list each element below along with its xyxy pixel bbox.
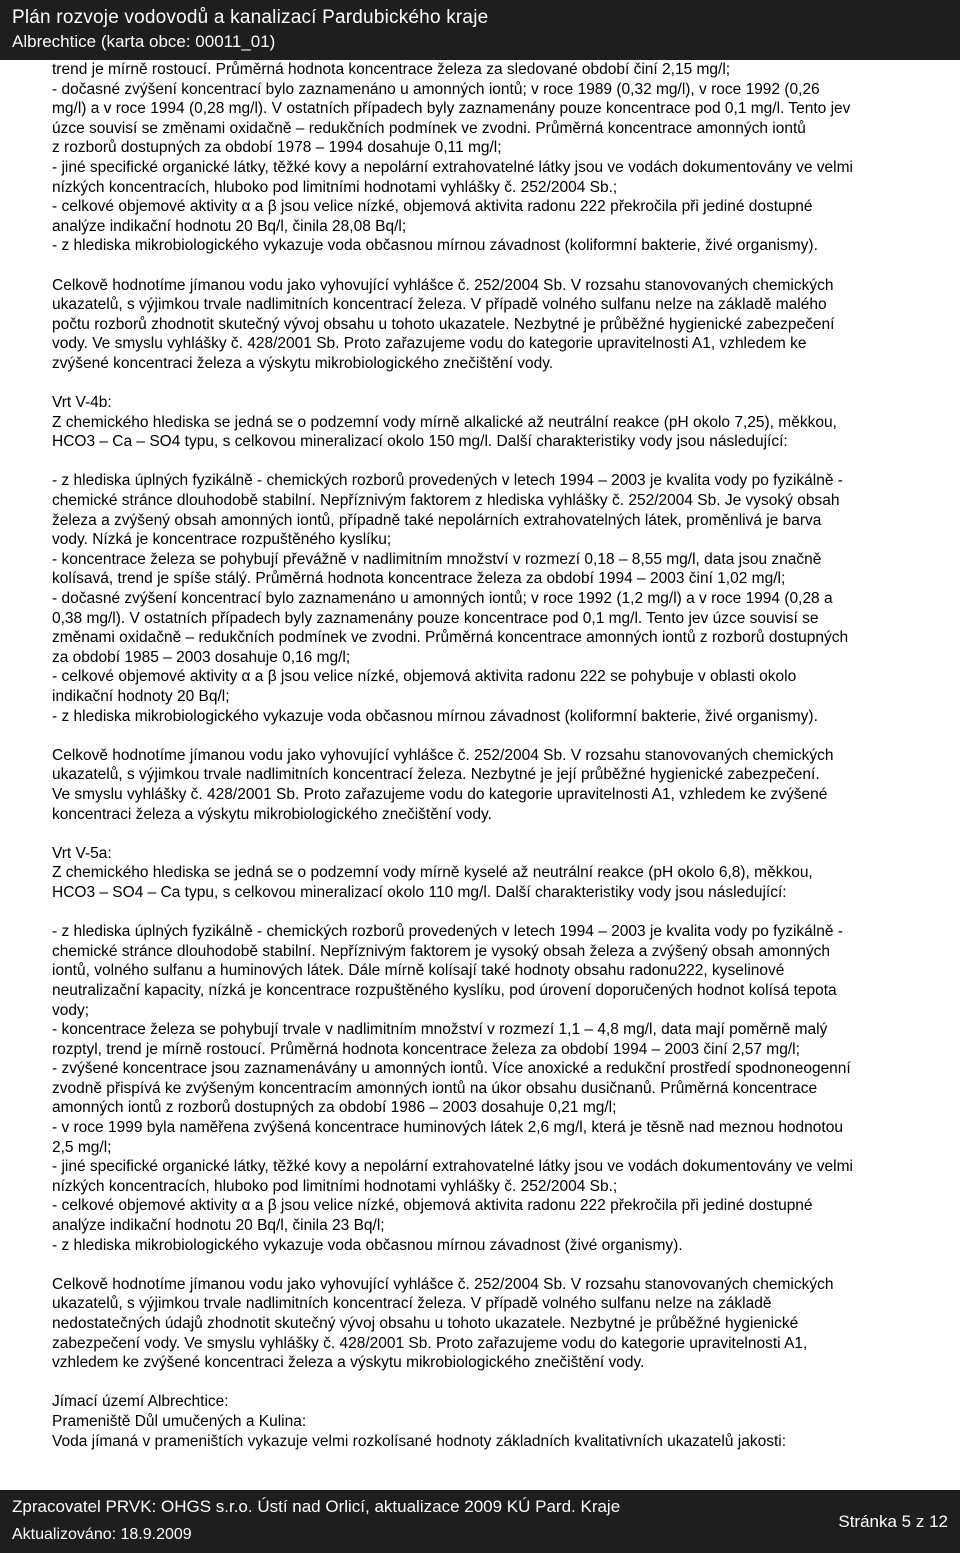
text-line: Celkově hodnotíme jímanou vodu jako vyhovující vyhlášce č. 252/2004 Sb. V rozsahu stanovovaných chemických	[52, 1275, 834, 1293]
text-line: zvýšené koncentraci železa a výskytu mikrobiologického znečištění vody.	[52, 354, 554, 372]
text-line: počtu rozborů zhodnotit skutečný vývoj obsahu u tohoto ukazatele. Nezbytné je průběžné hygienické zabezpečení	[52, 315, 835, 333]
text-line: Prameniště Důl umučených a Kulina:	[52, 1412, 307, 1430]
text-line: ukazatelů, s výjimkou trvale nadlimitních koncentrací železa. V případě volného sulfanu nelze na základě	[52, 1295, 772, 1313]
text-line: nízkých koncentracích, hluboko pod limitními hodnotami vyhlášky č. 252/2004 Sb.;	[52, 178, 618, 196]
footer-updated: Aktualizováno: 18.9.2009	[12, 1526, 192, 1543]
text-line: - dočasné zvýšení koncentrací bylo zaznamenáno u amonných iontů; v roce 1989 (0,32 mg/l), v roce 1992 (0,26	[52, 80, 820, 98]
text-line: iontů, volného sulfanu a huminových látek. Dále mírně kolísají také hodnoty obsahu radonu222, kyselinové	[52, 962, 785, 980]
page-header	[0, 0, 960, 60]
text-line: - koncentrace železa se pohybují trvale v nadlimitním množství v rozmezí 1,1 – 4,8 mg/l, data mají poměrně malý	[52, 1021, 828, 1039]
text-line: zabezpečení vody. Ve smyslu vyhlášky č. 428/2001 Sb. Proto zařazujeme vodu do kategorie upravitelnosti A1,	[52, 1334, 808, 1352]
text-line: - celkové objemové aktivity α a β jsou velice nízké, objemová aktivita radonu 222 překročila při jediné dostupné	[52, 1197, 813, 1215]
text-line: Jímací území Albrechtice:	[52, 1393, 229, 1411]
paragraph-gap	[52, 1373, 940, 1393]
paragraph-gap	[52, 824, 940, 844]
text-line: HCO3 – SO4 – Ca typu, s celkovou mineralizací okolo 110 mg/l. Další charakteristiky vody jsou následující:	[52, 883, 787, 901]
text-line: - zvýšené koncentrace jsou zaznamenávány u amonných iontů. Více anoxické a redukční prostředí spodnoneogenní	[52, 1060, 851, 1078]
text-line: amonných iontů z rozborů dostupných za období 1986 – 2003 dosahuje 0,21 mg/l;	[52, 1099, 617, 1117]
paragraph-gap	[52, 374, 940, 394]
text-line: kolísavá, trend je spíše stálý. Průměrná hodnota koncentrace železa za období 1994 – 2003 činí 1,02 mg/l;	[52, 570, 786, 588]
text-line: - z hlediska úplných fyzikálně - chemických rozborů provedených v letech 1994 – 2003 je kvalita vody po fyzikálně -	[52, 472, 843, 490]
text-line: analýze indikační hodnotu 20 Bq/l, činila 28,08 Bq/l;	[52, 217, 407, 235]
text-line: trend je mírně rostoucí. Průměrná hodnota koncentrace železa za sledované období činí 2,15 mg/l;	[52, 61, 731, 78]
text-line: ukazatelů, s výjimkou trvale nadlimitních koncentrací železa. V případě volného sulfanu nelze na základě malého	[52, 296, 827, 314]
text-line: 2,5 mg/l;	[52, 1138, 112, 1156]
text-line: chemické stránce dlouhodobě stabilní. Nepříznivým faktorem z hlediska vyhlášky č. 252/2004 Sb. Je vysoký obsah	[52, 492, 840, 510]
text-line: za období 1985 – 2003 dosahuje 0,16 mg/l;	[52, 648, 351, 666]
paragraph-gap	[52, 256, 940, 276]
page-footer	[0, 1490, 960, 1553]
text-line: Celkově hodnotíme jímanou vodu jako vyhovující vyhlášce č. 252/2004 Sb. V rozsahu stanovovaných chemických	[52, 276, 834, 294]
text-line: železa a zvýšený obsah amonných iontů, případně také nepolárních extrahovatelných látek, proměnlivá je barva	[52, 511, 822, 529]
text-line: úzce souvisí se změnami oxidačně – redukčních podmínek ve zvodni. Průměrná koncentrace amonných iontů	[52, 119, 806, 137]
text-line: Z chemického hlediska se jedná se o podzemní vody mírně alkalické až neutrální reakce (pH okolo 7,25), měkkou,	[52, 413, 837, 431]
text-line: ukazatelů, s výjimkou trvale nadlimitních koncentrací železa. Nezbytné je její průběžné hygienické zabezpečení.	[52, 766, 820, 784]
text-line: - jiné specifické organické látky, těžké kovy a nepolární extrahovatelné látky jsou ve vodách dokumentovány ve velmi	[52, 1158, 853, 1176]
text-line: Vrt V-4b:	[52, 394, 112, 412]
text-line: - celkové objemové aktivity α a β jsou velice nízké, objemová aktivita radonu 222 překročila při jediné dostupné	[52, 198, 813, 216]
text-line: neutralizační kapacity, nízká je koncentrace rozpuštěného kyslíku, pod úrovení doporučených hodnot kolísá tepota	[52, 981, 837, 999]
text-line: koncentraci železa a výskytu mikrobiologického znečištění vody.	[52, 805, 492, 823]
text-line: rozptyl, trend je mírně rostoucí. Průměrná hodnota koncentrace železa za období 1994 – 2003 činí 2,57 mg/l;	[52, 1040, 800, 1058]
text-line: - z hlediska mikrobiologického vykazuje voda občasnou mírnou závadnost (koliformní bakterie, živé organismy).	[52, 707, 818, 725]
text-line: analýze indikační hodnotu 20 Bq/l, činila 23 Bq/l;	[52, 1217, 385, 1235]
text-line: - celkové objemové aktivity α a β jsou velice nízké, objemová aktivita radonu 222 se pohybuje v oblasti okolo	[52, 668, 797, 686]
text-line: - koncentrace železa se pohybují převážně v nadlimitním množství v rozmezí 0,18 – 8,55 mg/l, data jsou značně	[52, 550, 822, 568]
paragraph-gap	[52, 903, 940, 923]
text-line: HCO3 – Ca – SO4 typu, s celkovou mineralizací okolo 150 mg/l. Další charakteristiky vody jsou následující:	[52, 433, 788, 451]
text-line: zvodně přispívá ke zvýšeným koncentracím amonných iontů na úkor obsahu dusičnanů. Průměrná koncentrace	[52, 1079, 818, 1097]
text-line: Celkově hodnotíme jímanou vodu jako vyhovující vyhlášce č. 252/2004 Sb. V rozsahu stanovovaných chemických	[52, 746, 834, 764]
text-line: - dočasné zvýšení koncentrací bylo zaznamenáno u amonných iontů; v roce 1992 (1,2 mg/l) a v roce 1994 (0,28 a	[52, 590, 833, 608]
document-title: Plán rozvoje vodovodů a kanalizací Pardubického kraje	[12, 7, 489, 28]
text-line: Z chemického hlediska se jedná se o podzemní vody mírně kyselé až neutrální reakce (pH okolo 6,8), měkkou,	[52, 864, 813, 882]
text-line: indikační hodnoty 20 Bq/l;	[52, 688, 230, 705]
paragraph-gap	[52, 1255, 940, 1275]
document-subtitle: Albrechtice (karta obce: 00011_01)	[12, 32, 276, 51]
text-line: vody;	[52, 1001, 90, 1019]
text-line: z rozborů dostupných za období 1978 – 1994 dosahuje 0,11 mg/l;	[52, 139, 502, 157]
page-number: Stránka 5 z 12	[838, 1512, 948, 1531]
text-line: Ve smyslu vyhlášky č. 428/2001 Sb. Proto zařazujeme vodu do kategorie upravitelnosti A1, vzhledem ke zvýšené	[52, 785, 828, 803]
text-line: - v roce 1999 byla naměřena zvýšená koncentrace huminových látek 2,6 mg/l, která je těsně nad meznou hodnotou	[52, 1119, 843, 1137]
text-line: - z hlediska mikrobiologického vykazuje voda občasnou mírnou závadnost (živé organismy).	[52, 1236, 683, 1254]
footer-processor: Zpracovatel PRVK: OHGS s.r.o. Ústí nad Orlicí, aktualizace 2009 KÚ Pard. Kraje	[12, 1497, 621, 1516]
text-line: Voda jímaná v prameništích vykazuje velmi rozkolísané hodnoty základních kvalitativních ukazatelů jakosti:	[52, 1432, 787, 1450]
text-line: chemické stránce dlouhodobě stabilní. Nepříznivým faktorem je vysoký obsah železa a zvýšený obsah amonných	[52, 942, 830, 960]
text-line: mg/l) a v roce 1994 (0,28 mg/l). V ostatních případech byly zaznamenány pouze koncentrace pod 0,1 mg/l. Tento jev	[52, 100, 851, 118]
text-line: vody. Ve smyslu vyhlášky č. 428/2001 Sb. Proto zařazujeme vodu do kategorie upravitelnosti A1, vzhledem ke	[52, 335, 807, 353]
text-line: nízkých koncentracích, hluboko pod limitními hodnotami vyhlášky č. 252/2004 Sb.;	[52, 1177, 618, 1195]
text-line: vzhledem ke zvýšené koncentraci železa a výskytu mikrobiologického znečištění vody.	[52, 1354, 645, 1372]
text-line: Vrt V-5a:	[52, 844, 112, 862]
text-line: - z hlediska mikrobiologického vykazuje voda občasnou mírnou závadnost (koliformní bakterie, živé organismy).	[52, 237, 818, 255]
text-line: vody. Nízká je koncentrace rozpuštěného kyslíku;	[52, 531, 392, 549]
text-line: nedostatečných údajů zhodnotit skutečný vývoj obsahu u tohoto ukazatele. Nezbytné je průběžné hygienické	[52, 1315, 799, 1332]
paragraph-gap	[52, 452, 940, 472]
document-body	[52, 60, 940, 1451]
text-line: 0,38 mg/l). V ostatních případech byly zaznamenány pouze koncentrace pod 0,1 mg/l. Tento jev úzce souvisí se	[52, 609, 819, 627]
paragraph-gap	[52, 726, 940, 746]
text-line: - z hlediska úplných fyzikálně - chemických rozborů provedených v letech 1994 – 2003 je kvalita vody po fyzikálně -	[52, 923, 843, 941]
text-line: změnami oxidačně – redukčních podmínek ve zvodni. Průměrná koncentrace amonných iontů z rozborů dostupných	[52, 629, 849, 647]
text-line: - jiné specifické organické látky, těžké kovy a nepolární extrahovatelné látky jsou ve vodách dokumentovány ve velmi	[52, 158, 853, 176]
